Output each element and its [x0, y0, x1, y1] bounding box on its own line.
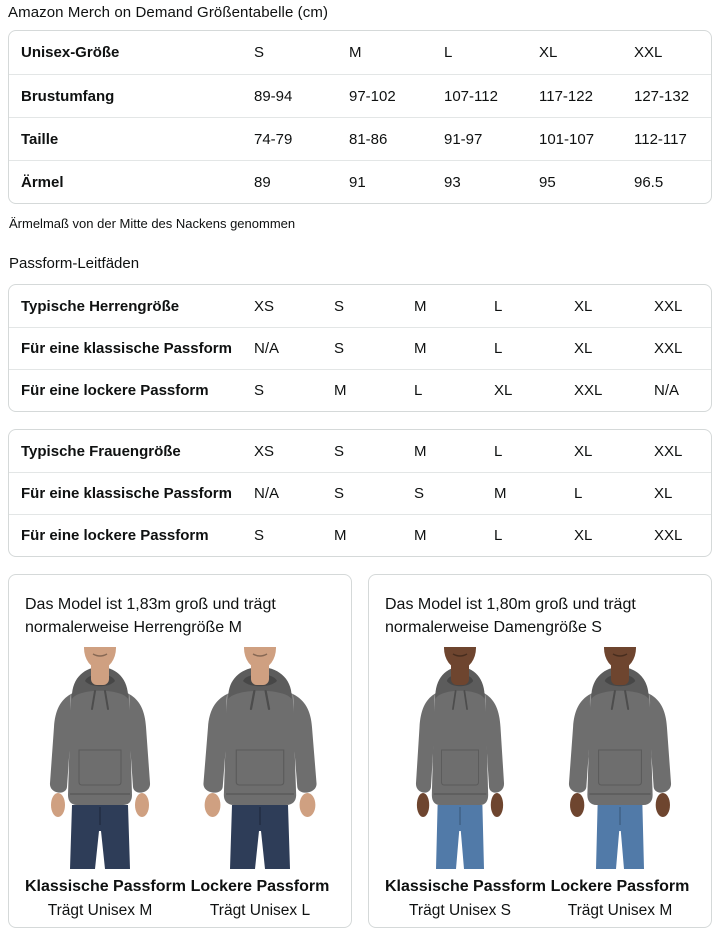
fit-label: Lockere Passform [550, 878, 690, 896]
fit-size-label: Trägt Unisex L [209, 902, 311, 920]
fit-size-label: Trägt Unisex M [567, 902, 673, 920]
table-cell: S [334, 340, 345, 357]
table-cell: L [494, 442, 503, 460]
table-cell: XL [539, 44, 558, 61]
table-row [9, 327, 711, 369]
table-row [9, 472, 711, 514]
table-cell: XL [494, 382, 513, 399]
table-cell: 89-94 [254, 87, 293, 105]
table-cell: XXL [654, 340, 683, 357]
fit-label: Klassische Passform [385, 878, 546, 896]
row-label: Typische Herrengröße [21, 297, 180, 315]
fit-size-label: Trägt Unisex M [47, 902, 153, 920]
table-cell: N/A [254, 485, 280, 502]
jeans-illustration [436, 805, 484, 869]
hoodie-illustration [50, 667, 150, 817]
table-cell: 91-97 [444, 130, 483, 148]
womens-fit-table [8, 429, 712, 557]
female-loose-fit-photo [545, 647, 695, 869]
table-cell: L [414, 382, 423, 399]
table-cell: S [254, 527, 265, 544]
row-label: Für eine klassische Passform [21, 340, 232, 357]
table-cell: XL [654, 485, 673, 502]
hoodie-illustration [203, 667, 316, 817]
table-cell: M [349, 44, 362, 61]
table-cell: S [254, 44, 265, 61]
table-row [9, 514, 711, 556]
jeans-illustration [230, 805, 290, 869]
row-label: Für eine lockere Passform [21, 382, 209, 399]
model-head [444, 647, 476, 669]
table-cell: S [414, 485, 425, 502]
table-cell: 95 [539, 173, 556, 191]
model-cards [8, 574, 712, 928]
table-cell: 107-112 [444, 87, 498, 105]
female-model-card [368, 574, 712, 928]
table-cell: XXL [574, 382, 603, 399]
table-row [9, 369, 711, 411]
table-row [9, 160, 711, 203]
table-cell: S [334, 485, 345, 502]
table-cell: N/A [254, 340, 280, 357]
table-cell: XS [254, 297, 275, 315]
table-row [9, 74, 711, 117]
table-cell: XXL [654, 297, 683, 315]
male-model-card [8, 574, 352, 928]
female-classic-fit-photo [385, 647, 535, 869]
table-cell: S [254, 382, 265, 399]
table-cell: S [334, 442, 345, 460]
fit-label: Klassische Passform [25, 878, 186, 896]
table-cell: L [444, 44, 453, 61]
table-cell: M [334, 527, 347, 544]
table-cell: M [414, 297, 427, 315]
table-cell: 97-102 [349, 87, 396, 105]
table-cell: M [334, 382, 347, 399]
table-cell: 74-79 [254, 130, 293, 148]
fit-size-label: Trägt Unisex S [409, 902, 511, 920]
table-cell: XL [574, 442, 593, 460]
table-cell: 117-122 [539, 87, 593, 105]
row-label: Taille [21, 130, 59, 148]
table-cell: XL [574, 527, 593, 544]
row-label: Unisex-Größe [21, 44, 120, 61]
model-figure [385, 647, 546, 920]
male-classic-fit-photo [25, 647, 175, 869]
model-figures [385, 647, 695, 920]
table-cell: M [414, 527, 427, 544]
model-head [84, 647, 116, 669]
table-cell: L [494, 527, 503, 544]
table-cell: 101-107 [539, 130, 595, 148]
table-cell: XXL [634, 44, 663, 61]
table-cell: XL [574, 297, 593, 315]
row-label: Für eine lockere Passform [21, 527, 209, 544]
table-cell: XL [574, 340, 593, 357]
model-head [244, 647, 276, 669]
table-cell: XXL [654, 442, 683, 460]
sleeve-measure-note: Ärmelmaß von der Mitte des Nackens genommen [9, 216, 296, 231]
model-figure [25, 647, 186, 920]
table-cell: XS [254, 442, 275, 460]
table-row [9, 117, 711, 160]
unisex-size-table [8, 30, 712, 204]
table-cell: 89 [254, 173, 271, 191]
table-cell: N/A [654, 382, 680, 399]
model-head [604, 647, 636, 669]
mens-fit-table [8, 284, 712, 412]
table-cell: 81-86 [349, 130, 388, 148]
hoodie-illustration [569, 667, 671, 817]
table-cell: L [494, 297, 503, 315]
table-cell: 93 [444, 173, 461, 191]
table-row [9, 285, 711, 327]
table-cell: 96.5 [634, 173, 664, 191]
row-label: Für eine klassische Passform [21, 485, 232, 502]
fit-label: Lockere Passform [190, 878, 330, 896]
hoodie-illustration [416, 667, 504, 817]
row-label: Ärmel [21, 173, 64, 191]
male-loose-fit-photo [185, 647, 335, 869]
table-cell: L [574, 485, 583, 502]
jeans-illustration [596, 805, 644, 869]
model-description: Das Model ist 1,80m groß und trägt normalerweise Damengröße S [385, 596, 636, 637]
table-cell: 91 [349, 173, 366, 191]
row-label: Typische Frauengröße [21, 442, 181, 460]
table-cell: M [414, 340, 427, 357]
model-figure [545, 647, 695, 920]
table-cell: S [334, 297, 345, 315]
model-description: Das Model ist 1,83m groß und trägt normalerweise Herrengröße M [25, 596, 276, 637]
table-cell: M [414, 442, 427, 460]
table-cell: 112-117 [634, 130, 687, 148]
table-cell: L [494, 340, 503, 357]
table-cell: M [494, 485, 507, 502]
table-cell: XXL [654, 527, 683, 544]
model-figure [185, 647, 335, 920]
page-title: Amazon Merch on Demand Größentabelle (cm) [8, 4, 329, 21]
jeans-illustration [70, 805, 130, 869]
model-figures [25, 647, 335, 920]
fit-guides-title: Passform-Leitfäden [9, 255, 140, 272]
table-cell: 127-132 [634, 87, 690, 105]
table-header-row [9, 31, 711, 74]
row-label: Brustumfang [21, 87, 115, 105]
table-row [9, 430, 711, 472]
